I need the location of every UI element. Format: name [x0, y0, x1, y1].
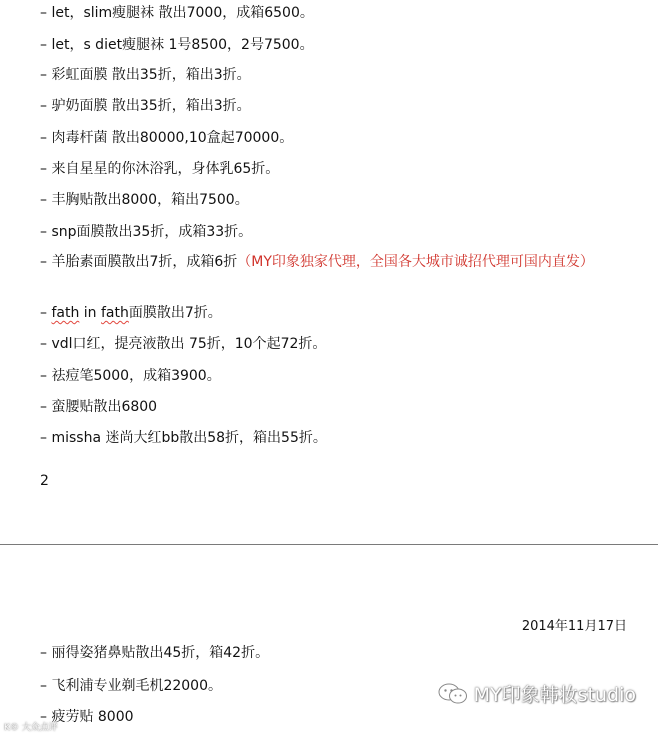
list-item: – 蛮腰贴散出6800 — [40, 399, 158, 415]
watermark — [438, 680, 636, 707]
list-item-prefix: – — [40, 305, 52, 321]
list-item: – 肉毒杆菌 散出80000,10盒起70000。 — [40, 130, 294, 146]
corner-mark: K© 大众点评 — [4, 723, 58, 733]
list-item: – 驴奶面膜 散出35折，箱出3折。 — [40, 98, 251, 114]
list-item: – snp面膜散出35折，成箱33折。 — [40, 224, 253, 240]
list-item-text: – 羊胎素面膜散出7折，成箱6折 — [40, 254, 238, 270]
list-item: – 祛痘笔5000，成箱3900。 — [40, 368, 221, 384]
list-item: – 丽得姿猪鼻贴散出45折，箱42折。 — [40, 645, 270, 661]
list-item: – 疲劳贴 8000 — [40, 709, 134, 725]
list-item — [40, 302, 620, 324]
list-item-with-note — [40, 251, 620, 273]
list-item: – 彩虹面膜 散出35折，箱出3折。 — [40, 67, 251, 83]
agency-note: （MY印象独家代理，全国各大城市诚招代理可国内直发） — [237, 254, 594, 270]
document-page-2 — [0, 545, 658, 737]
list-item: – 丰胸贴散出8000，箱出7500。 — [40, 192, 249, 208]
list-item: – missha 迷尚大红bb散出58折，箱出55折。 — [40, 430, 327, 446]
wechat-icon — [438, 683, 468, 705]
list-item-text: in — [79, 305, 101, 321]
watermark-text: MY印象韩妆studio — [473, 684, 636, 706]
page-number: 2 — [40, 473, 49, 489]
document-date: 2014年11月17日 — [521, 619, 627, 634]
spellcheck-word: fath — [51, 305, 80, 321]
list-item: – 飞利浦专业剃毛机22000。 — [40, 678, 222, 694]
list-item: – 来自星星的你沐浴乳，身体乳65折。 — [40, 161, 280, 177]
list-item: – let，s diet瘦腿袜 1号8500，2号7500。 — [40, 37, 314, 53]
list-item: – let，slim瘦腿袜 散出7000，成箱6500。 — [40, 5, 314, 21]
list-item-text: 面膜散出7折。 — [128, 305, 222, 321]
list-item: – vdl口红，提亮液散出 75折，10个起72折。 — [40, 336, 327, 352]
spellcheck-word: fath — [101, 305, 129, 321]
